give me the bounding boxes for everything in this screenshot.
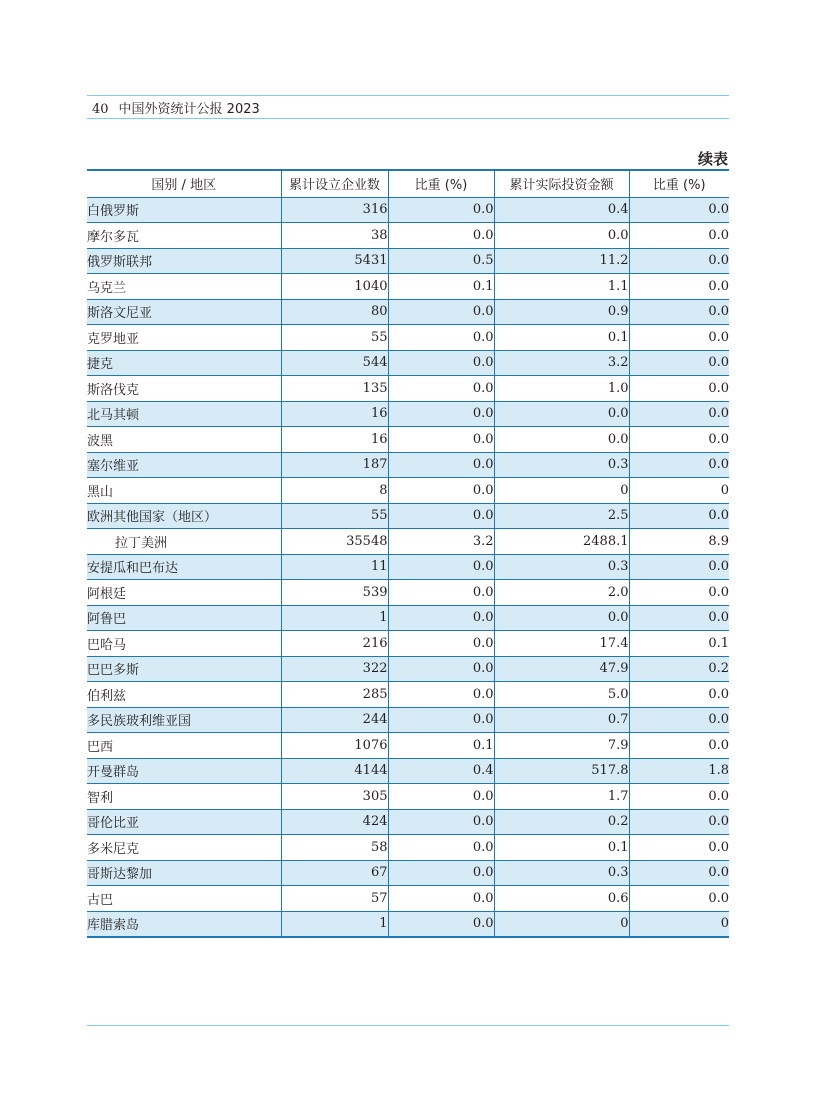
cell-investment-amount: 2488.1	[494, 529, 629, 555]
cell-country-name: 伯利兹	[87, 688, 127, 704]
cell-enterprise-count: 67	[281, 860, 388, 886]
table-row	[87, 682, 729, 708]
cell-enterprise-share: 0.0	[388, 656, 494, 682]
table-row	[87, 809, 729, 835]
cell-country-name: 哥斯达黎加	[87, 860, 281, 886]
cell-investment-share: 0.0	[629, 554, 729, 580]
cell-investment-amount: 0.3	[494, 554, 629, 580]
cell-enterprise-share: 0.1	[388, 274, 494, 300]
footer-rule	[87, 1025, 729, 1026]
cell-enterprise-count: 16	[281, 401, 388, 427]
cell-investment-amount: 11.2	[494, 248, 629, 274]
cell-enterprise-count: 285	[281, 682, 388, 708]
cell-country-name: 摩尔多瓦	[87, 229, 140, 245]
cell-country-name: 克罗地亚	[87, 331, 140, 347]
cell-investment-share: 0.0	[629, 860, 729, 886]
continued-label: 续表	[697, 150, 728, 168]
cell-investment-amount: 17.4	[494, 631, 629, 657]
cell-enterprise-count: 1040	[281, 274, 388, 300]
cell-enterprise-share: 0.0	[388, 631, 494, 657]
cell-investment-share: 0.0	[629, 580, 729, 606]
cell-country-name: 乌克兰	[87, 280, 127, 296]
cell-enterprise-count: 58	[281, 835, 388, 861]
table-row	[87, 758, 729, 784]
table-header-row	[87, 170, 729, 197]
cell-country-name: 斯洛伐克	[87, 382, 140, 398]
table-row	[87, 452, 729, 478]
cell-enterprise-share: 0.0	[388, 682, 494, 708]
column-header-share-investment: 比重 (%)	[629, 170, 729, 197]
cell-enterprise-share: 0.0	[388, 911, 494, 937]
cell-investment-share: 0.0	[629, 223, 729, 249]
cell-enterprise-share: 0.0	[388, 299, 494, 325]
cell-investment-share: 0.0	[629, 886, 729, 912]
cell-enterprise-count: 57	[281, 886, 388, 912]
table-row	[87, 911, 729, 937]
table-row	[87, 503, 729, 529]
table-row	[87, 325, 729, 351]
cell-enterprise-share: 0.0	[388, 401, 494, 427]
investment-table	[87, 169, 729, 938]
cell-investment-share: 0.0	[629, 350, 729, 376]
cell-enterprise-share: 0.0	[388, 452, 494, 478]
table-row	[87, 427, 729, 453]
cell-investment-amount: 7.9	[494, 733, 629, 759]
cell-enterprise-share: 0.0	[388, 478, 494, 504]
cell-investment-share: 0.0	[629, 299, 729, 325]
cell-investment-amount: 0.1	[494, 835, 629, 861]
cell-investment-amount: 0.0	[494, 427, 629, 453]
header-bottom-rule	[87, 118, 729, 119]
cell-country-name: 欧洲其他国家（地区）	[87, 503, 281, 529]
cell-investment-share: 0.0	[629, 835, 729, 861]
cell-investment-amount: 0.3	[494, 452, 629, 478]
cell-enterprise-count: 1	[281, 605, 388, 631]
cell-country-name: 开曼群岛	[87, 758, 281, 784]
cell-investment-amount: 0.2	[494, 809, 629, 835]
cell-country-name: 塞尔维亚	[87, 452, 281, 478]
table-row	[87, 784, 729, 810]
cell-investment-share: 0.0	[629, 503, 729, 529]
cell-investment-share: 0.0	[629, 376, 729, 402]
cell-enterprise-share: 0.0	[388, 223, 494, 249]
cell-enterprise-count: 322	[281, 656, 388, 682]
column-header-investment: 累计实际投资金额	[494, 170, 629, 197]
table-row	[87, 631, 729, 657]
cell-enterprise-share: 0.5	[388, 248, 494, 274]
cell-investment-amount: 0.6	[494, 886, 629, 912]
table-row	[87, 478, 729, 504]
cell-enterprise-share: 0.0	[388, 605, 494, 631]
cell-enterprise-count: 11	[281, 554, 388, 580]
table-row	[87, 707, 729, 733]
cell-investment-amount: 0.4	[494, 197, 629, 223]
cell-enterprise-count: 8	[281, 478, 388, 504]
table-row	[87, 733, 729, 759]
cell-country-name: 斯洛文尼亚	[87, 299, 281, 325]
cell-enterprise-count: 1076	[281, 733, 388, 759]
publication-title: 中国外资统计公报 2023	[118, 102, 260, 117]
cell-investment-amount: 0.3	[494, 860, 629, 886]
cell-investment-share: 0.2	[629, 656, 729, 682]
cell-investment-share: 0.0	[629, 274, 729, 300]
cell-enterprise-share: 0.0	[388, 580, 494, 606]
column-header-country: 国别 / 地区	[151, 178, 217, 194]
cell-investment-amount: 47.9	[494, 656, 629, 682]
cell-investment-amount: 1.1	[494, 274, 629, 300]
cell-country-name: 智利	[87, 790, 114, 806]
cell-enterprise-share: 0.0	[388, 886, 494, 912]
cell-country-name: 库腊索岛	[87, 911, 281, 937]
cell-enterprise-count: 539	[281, 580, 388, 606]
cell-enterprise-count: 16	[281, 427, 388, 453]
cell-enterprise-count: 135	[281, 376, 388, 402]
cell-enterprise-share: 0.1	[388, 733, 494, 759]
table-row	[87, 350, 729, 376]
cell-country-name: 安提瓜和巴布达	[87, 554, 281, 580]
table-row	[87, 197, 729, 223]
cell-investment-share: 0.0	[629, 784, 729, 810]
cell-country-name: 白俄罗斯	[87, 197, 281, 223]
table-row	[87, 886, 729, 912]
cell-enterprise-count: 305	[281, 784, 388, 810]
cell-country-name: 拉丁美洲	[115, 535, 168, 551]
cell-investment-amount: 5.0	[494, 682, 629, 708]
column-header-share-enterprises: 比重 (%)	[388, 170, 494, 197]
cell-enterprise-share: 0.0	[388, 376, 494, 402]
cell-investment-share: 0.1	[629, 631, 729, 657]
cell-investment-amount: 0.0	[494, 605, 629, 631]
cell-country-name: 俄罗斯联邦	[87, 248, 281, 274]
cell-enterprise-count: 544	[281, 350, 388, 376]
cell-enterprise-share: 0.4	[388, 758, 494, 784]
cell-investment-amount: 0.9	[494, 299, 629, 325]
cell-investment-share: 0.0	[629, 452, 729, 478]
column-header-enterprises: 累计设立企业数	[281, 170, 388, 197]
cell-enterprise-count: 424	[281, 809, 388, 835]
table-row	[87, 656, 729, 682]
cell-investment-amount: 1.7	[494, 784, 629, 810]
cell-enterprise-share: 0.0	[388, 350, 494, 376]
cell-enterprise-count: 1	[281, 911, 388, 937]
cell-country-name: 阿根廷	[87, 586, 127, 602]
cell-country-name: 捷克	[87, 350, 281, 376]
table-row	[87, 529, 729, 555]
cell-investment-amount: 0.1	[494, 325, 629, 351]
cell-investment-amount: 0	[494, 478, 629, 504]
cell-investment-share: 0.0	[629, 325, 729, 351]
page-number: 40	[92, 102, 109, 117]
cell-enterprise-share: 3.2	[388, 529, 494, 555]
cell-investment-share: 0.0	[629, 733, 729, 759]
cell-enterprise-share: 0.0	[388, 707, 494, 733]
cell-enterprise-count: 55	[281, 503, 388, 529]
cell-investment-amount: 0.0	[494, 401, 629, 427]
cell-country-name: 巴巴多斯	[87, 656, 281, 682]
cell-investment-share: 8.9	[629, 529, 729, 555]
cell-investment-amount: 0	[494, 911, 629, 937]
cell-enterprise-share: 0.0	[388, 835, 494, 861]
table-row	[87, 223, 729, 249]
cell-country-name: 多民族玻利维亚国	[87, 707, 281, 733]
cell-enterprise-share: 0.0	[388, 554, 494, 580]
cell-investment-amount: 517.8	[494, 758, 629, 784]
cell-enterprise-count: 38	[281, 223, 388, 249]
cell-country-name: 黑山	[87, 484, 114, 500]
cell-investment-share: 0.0	[629, 401, 729, 427]
cell-investment-share: 0.0	[629, 809, 729, 835]
cell-investment-share: 0.0	[629, 605, 729, 631]
cell-country-name: 多米尼克	[87, 841, 140, 857]
table-row	[87, 554, 729, 580]
cell-enterprise-count: 80	[281, 299, 388, 325]
table-row	[87, 580, 729, 606]
table-row	[87, 274, 729, 300]
cell-investment-share: 1.8	[629, 758, 729, 784]
cell-investment-share: 0	[629, 478, 729, 504]
cell-investment-share: 0	[629, 911, 729, 937]
table-row	[87, 376, 729, 402]
cell-enterprise-share: 0.0	[388, 503, 494, 529]
cell-investment-amount: 0.0	[494, 223, 629, 249]
cell-investment-share: 0.0	[629, 682, 729, 708]
cell-investment-share: 0.0	[629, 427, 729, 453]
cell-enterprise-share: 0.0	[388, 860, 494, 886]
table-row	[87, 299, 729, 325]
cell-enterprise-count: 5431	[281, 248, 388, 274]
cell-investment-amount: 2.5	[494, 503, 629, 529]
cell-enterprise-share: 0.0	[388, 427, 494, 453]
header-top-rule	[87, 95, 729, 96]
cell-investment-share: 0.0	[629, 707, 729, 733]
cell-investment-amount: 3.2	[494, 350, 629, 376]
cell-country-name: 巴西	[87, 739, 114, 755]
cell-country-name: 哥伦比亚	[87, 809, 281, 835]
cell-enterprise-share: 0.0	[388, 325, 494, 351]
cell-enterprise-share: 0.0	[388, 197, 494, 223]
table-row	[87, 605, 729, 631]
cell-investment-share: 0.0	[629, 248, 729, 274]
cell-country-name: 波黑	[87, 433, 114, 449]
cell-investment-share: 0.0	[629, 197, 729, 223]
table-row	[87, 835, 729, 861]
cell-enterprise-count: 55	[281, 325, 388, 351]
cell-investment-amount: 1.0	[494, 376, 629, 402]
cell-country-name: 古巴	[87, 892, 114, 908]
cell-enterprise-count: 187	[281, 452, 388, 478]
cell-investment-amount: 2.0	[494, 580, 629, 606]
cell-investment-amount: 0.7	[494, 707, 629, 733]
cell-country-name: 北马其顿	[87, 401, 281, 427]
cell-enterprise-count: 35548	[281, 529, 388, 555]
cell-enterprise-share: 0.0	[388, 809, 494, 835]
cell-country-name: 巴哈马	[87, 637, 127, 653]
cell-enterprise-count: 244	[281, 707, 388, 733]
table-row	[87, 860, 729, 886]
table-row	[87, 401, 729, 427]
cell-enterprise-count: 216	[281, 631, 388, 657]
cell-enterprise-count: 4144	[281, 758, 388, 784]
table-row	[87, 248, 729, 274]
cell-enterprise-count: 316	[281, 197, 388, 223]
page-header	[92, 98, 260, 117]
cell-enterprise-share: 0.0	[388, 784, 494, 810]
cell-country-name: 阿鲁巴	[87, 605, 281, 631]
